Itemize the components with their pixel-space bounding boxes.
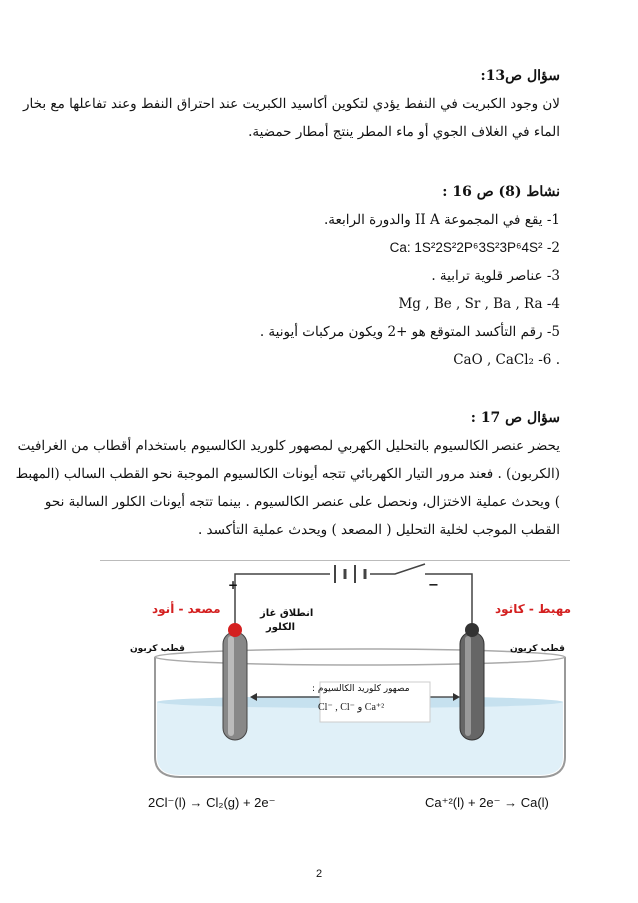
anode-label: مصعد - أنود xyxy=(152,602,221,616)
container-rim xyxy=(155,649,565,665)
activity-item2 xyxy=(78,240,560,256)
page-number: 2 xyxy=(315,868,323,880)
cathode-equation: Ca⁺²(l) + 2e⁻ → Ca(l) xyxy=(425,795,549,810)
anode-terminal xyxy=(228,623,242,637)
melt-label: مصهور كلوريد الكالسيوم : xyxy=(312,684,410,694)
activity-item4: Mg , Be , Sr , Ba , Ra -4 xyxy=(398,296,560,312)
cathode-rod xyxy=(460,632,484,740)
q17-line1: يحضر عنصر الكالسيوم بالتحليل الكهربي لمصهور كلوريد الكالسيوم باستخدام أقطاب من الغرافيت xyxy=(17,438,560,454)
ions-label: Cl⁻ , Cl⁻ و Ca⁺² xyxy=(318,702,385,713)
cathode-label: مهبط - كاثود xyxy=(495,602,572,616)
electrolysis-svg xyxy=(140,562,580,787)
electron-config: Ca: 1S²2S²2P⁶3S²3P⁶4S² xyxy=(389,240,543,255)
item2-number: 2- xyxy=(546,240,560,256)
cathode-terminal xyxy=(465,623,479,637)
activity-item6: . CaO , CaCl₂ -6 xyxy=(453,352,560,368)
cathode-highlight xyxy=(465,636,471,736)
electrolysis-diagram xyxy=(130,562,580,787)
carbon-electrode-right-label: قطب كربون xyxy=(510,644,565,654)
anode-equation: 2Cl⁻(l) → Cl₂(g) + 2e⁻ xyxy=(148,795,276,810)
q13-title: سؤال ص13: xyxy=(480,68,560,84)
anode-highlight xyxy=(228,636,234,736)
activity-item1: 1- يقع في المجموعة II A والدورة الرابعة. xyxy=(323,212,560,228)
q17-line2: (الكربون) . فعند مرور التيار الكهربائي تتجه أيونات الكالسيوم الموجبة نحو القطب السالب (المهبط xyxy=(15,466,560,482)
plus-sign: + xyxy=(228,578,239,592)
minus-sign: − xyxy=(428,578,439,593)
switch xyxy=(370,564,425,574)
q13-line1: لان وجود الكبريت في النفط يؤدي لتكوين أكاسيد الكبريت عند احتراق النفط وعند تفاعلها مع بخار xyxy=(22,96,560,112)
activity-item5: 5- رقم التأكسد المتوقع هو +2 ويكون مركبات أيونية . xyxy=(259,324,560,340)
q17-line3: ) ويحدث عملية الاختزال، ونحصل على عنصر الكالسيوم . بينما تتجه أيونات الكلور السالبة نحو xyxy=(44,494,560,510)
anode-rod xyxy=(223,632,247,740)
chlorine-gas-label-2: الكلور xyxy=(266,622,296,633)
activity-item3: 3- عناصر قلوية ترابية . xyxy=(431,268,560,284)
q17-title: سؤال ص 17 : xyxy=(470,410,560,426)
carbon-electrode-left-label: قطب كربون xyxy=(130,644,185,654)
q17-line4: القطب الموجب لخلية التحليل ( المصعد ) ويحدث عملية التأكسد . xyxy=(197,522,560,538)
chlorine-gas-label-1: انطلاق غاز xyxy=(260,608,314,619)
separator xyxy=(100,560,570,561)
q13-line2: الماء في الغلاف الجوي أو ماء المطر ينتج أمطار حمضية. xyxy=(248,124,560,140)
activity-title: نشاط (8) ص 16 : xyxy=(442,184,560,200)
